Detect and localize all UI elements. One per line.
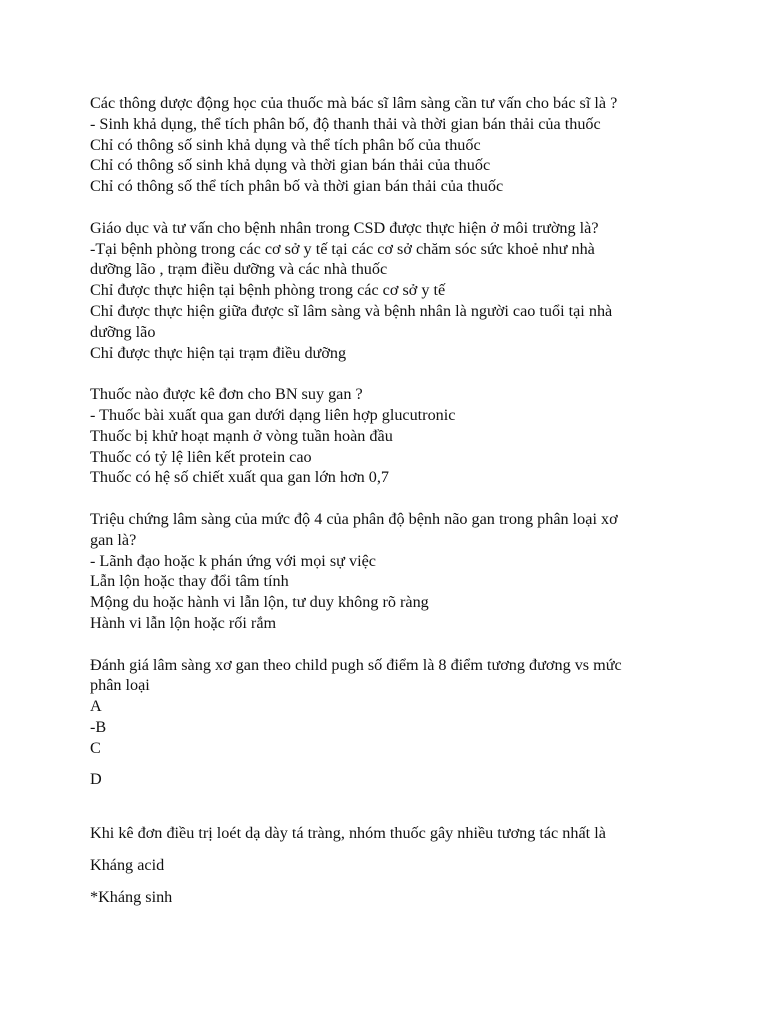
- question-text-continued: gan là?: [90, 530, 137, 549]
- answer-option-continued: dưỡng lão , trạm điều dưỡng và các nhà thuốc: [90, 260, 388, 279]
- answer-option: D: [90, 769, 102, 788]
- answer-option: -B: [90, 717, 107, 736]
- question-block-3: [90, 384, 690, 488]
- question-block-4: [90, 509, 690, 634]
- answer-option: Mộng du hoặc hành vi lẫn lộn, tư duy không rõ ràng: [90, 593, 429, 612]
- question-text: Triệu chứng lâm sàng của mức độ 4 của phân độ bệnh não gan trong phân loại xơ: [90, 509, 618, 528]
- question-text: Thuốc nào được kê đơn cho BN suy gan ?: [90, 385, 363, 404]
- answer-option: *Kháng sinh: [90, 887, 173, 906]
- question-text: Đánh giá lâm sàng xơ gan theo child pugh số điểm là 8 điểm tương đương vs mức: [90, 655, 622, 674]
- answer-option: - Sinh khả dụng, thể tích phân bố, độ thanh thải và thời gian bán thải của thuốc: [90, 114, 601, 133]
- answer-option: Thuốc có tỷ lệ liên kết protein cao: [90, 447, 312, 466]
- question-block-6: [90, 823, 690, 907]
- answer-option: Chỉ có thông số thể tích phân bố và thời gian bán thải của thuốc: [90, 177, 504, 196]
- answer-option: Chỉ có thông số sinh khả dụng và thời gian bán thải của thuốc: [90, 156, 491, 175]
- question-text: Các thông dược động học của thuốc mà bác sĩ lâm sàng cần tư vấn cho bác sĩ là ?: [90, 94, 618, 112]
- question-text: Giáo dục và tư vấn cho bệnh nhân trong CSD được thực hiện ở môi trường là?: [90, 218, 599, 237]
- answer-option: A: [90, 697, 102, 716]
- question-block-1: [90, 93, 690, 197]
- answer-option: - Lãnh đạo hoặc k phán ứng với mọi sự việc: [90, 551, 376, 570]
- answer-option-continued: dưỡng lão: [90, 322, 156, 341]
- answer-option: Lẫn lộn hoặc thay đổi tâm tính: [90, 572, 289, 591]
- answer-option: Thuốc bị khử hoạt mạnh ở vòng tuần hoàn đầu: [90, 426, 393, 445]
- question-block-2: [90, 218, 690, 364]
- answer-option: Thuốc có hệ số chiết xuất qua gan lớn hơn 0,7: [90, 468, 389, 487]
- question-text-continued: phân loại: [90, 676, 150, 695]
- answer-option: Chỉ được thực hiện giữa được sĩ lâm sàng và bệnh nhân là người cao tuổi tại nhà: [90, 301, 613, 320]
- question-block-5: [90, 655, 690, 790]
- answer-option: -Tại bệnh phòng trong các cơ sở y tế tại các cơ sở chăm sóc sức khoẻ như nhà: [90, 239, 595, 258]
- answer-option: Chỉ được thực hiện tại trạm điều dưỡng: [90, 343, 347, 362]
- answer-option: - Thuốc bài xuất qua gan dưới dạng liên hợp glucutronic: [90, 405, 456, 424]
- answer-option: Kháng acid: [90, 856, 165, 875]
- question-text: Khi kê đơn điều trị loét dạ dày tá tràng, nhóm thuốc gây nhiều tương tác nhất là: [90, 824, 606, 843]
- answer-option: Chỉ có thông số sinh khả dụng và thể tích phân bố của thuốc: [90, 135, 481, 154]
- answer-option: Chỉ được thực hiện tại bệnh phòng trong các cơ sở y tế: [90, 281, 446, 300]
- document-page: [90, 93, 690, 919]
- answer-option: Hành vi lẫn lộn hoặc rối rắm: [90, 613, 277, 632]
- answer-option: C: [90, 738, 101, 757]
